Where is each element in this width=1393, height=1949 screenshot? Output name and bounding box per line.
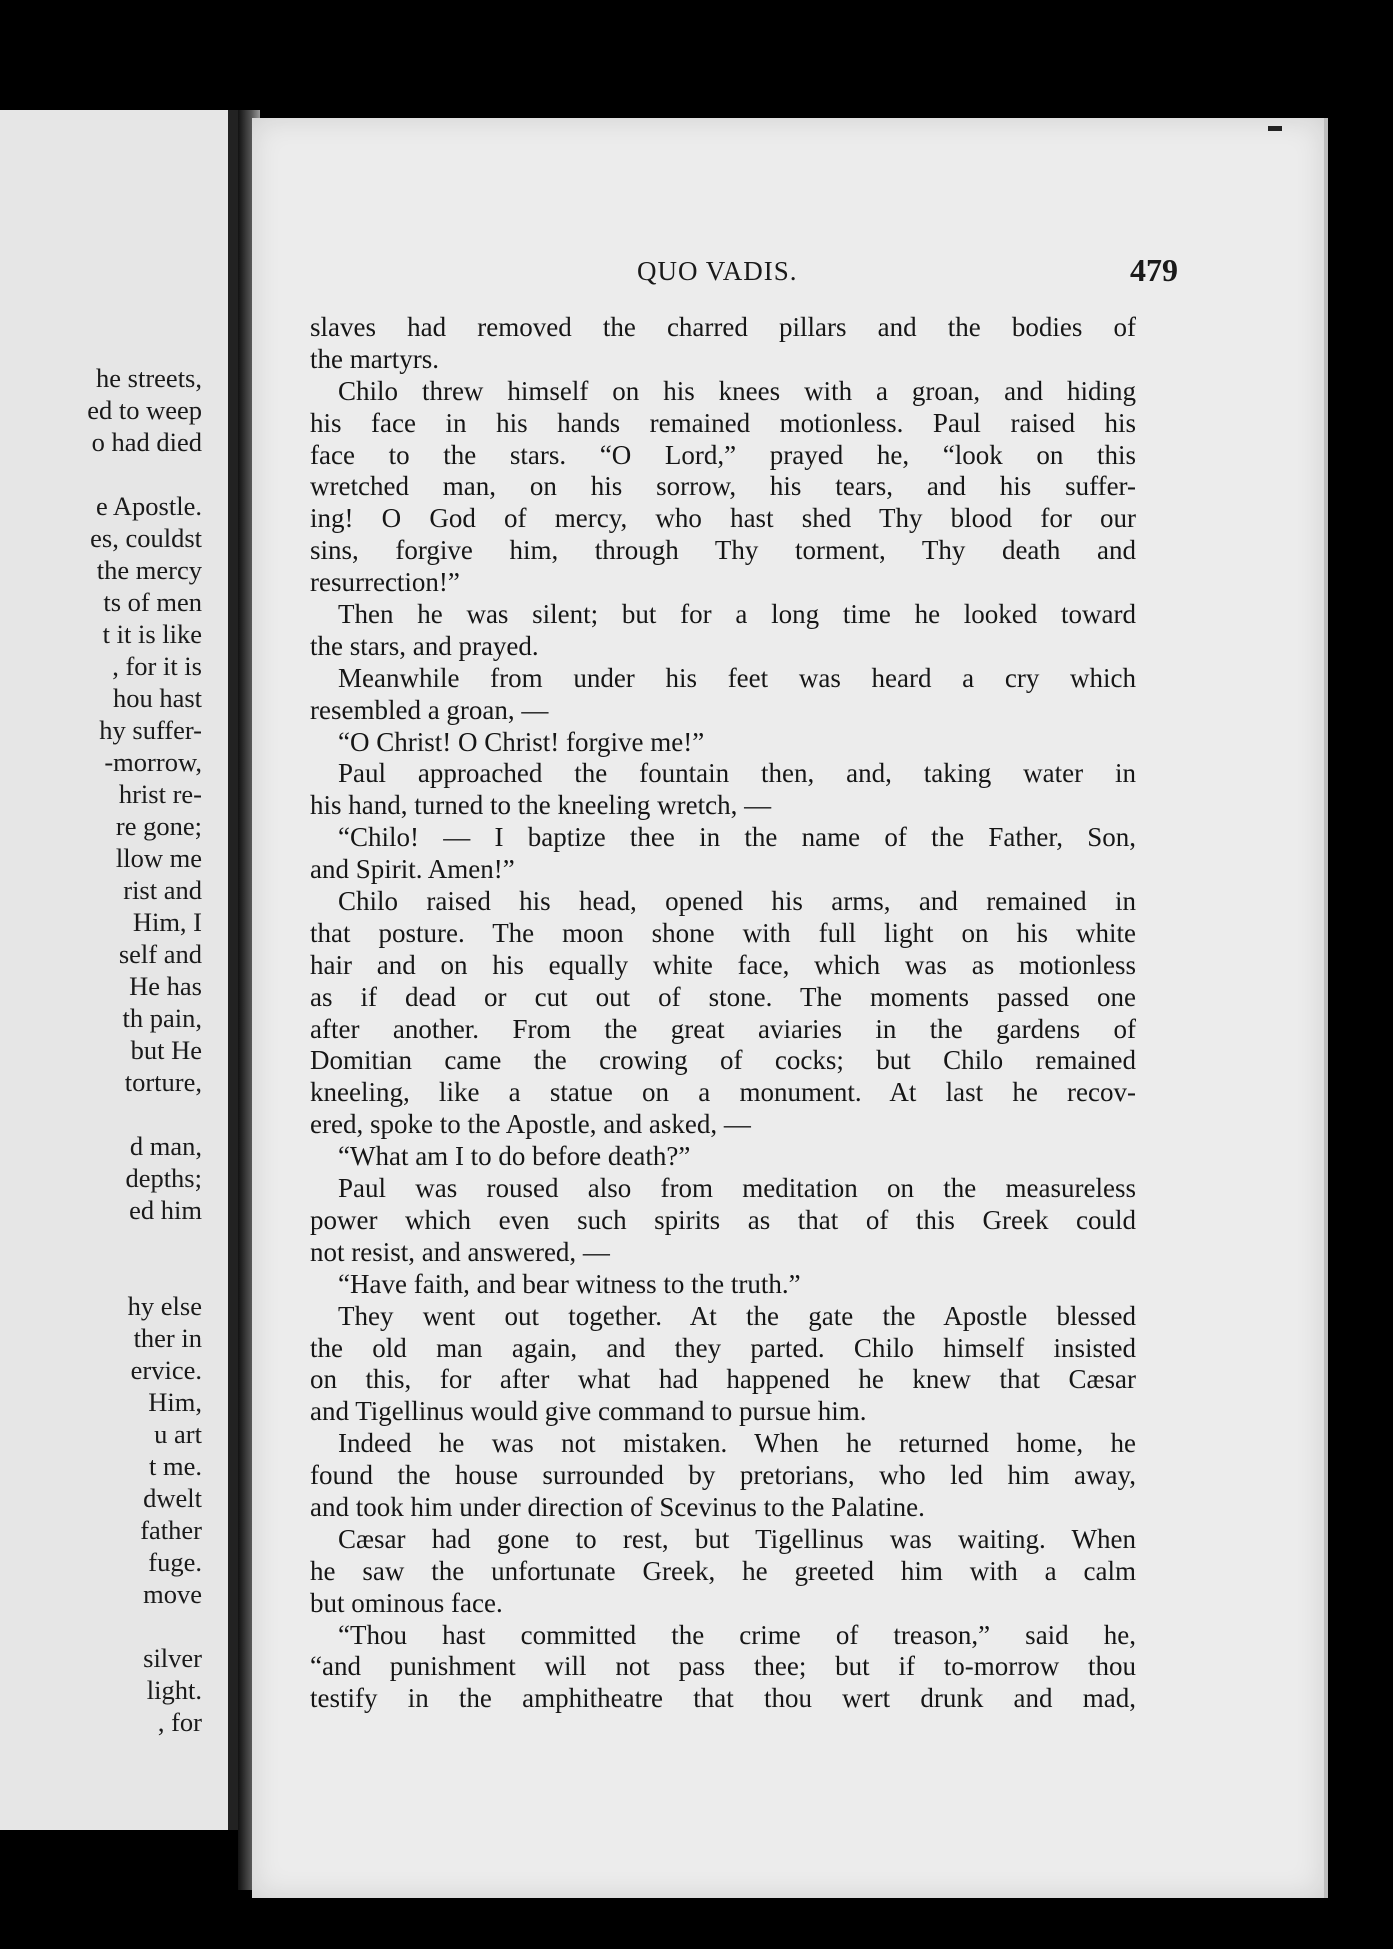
text-line: ing! O God of mercy, who hast shed Thy blood for our: [310, 503, 1136, 534]
text-line: Paul approached the fountain then, and, taking water in: [338, 758, 1136, 789]
left-fragment-line: but He: [130, 1035, 202, 1065]
left-fragment-line: ts of men: [103, 587, 202, 617]
text-line: that posture. The moon shone with full light on his white: [310, 917, 1136, 948]
left-fragment-line: [87, 1098, 202, 1130]
text-line: Meanwhile from under his feet was heard a cry which: [338, 662, 1136, 693]
left-fragment-line: rist and: [123, 875, 202, 905]
text-line: on this, for after what had happened he knew that Cæsar: [310, 1364, 1136, 1395]
left-fragment-line: the mercy: [96, 555, 202, 585]
left-fragment-line: dwelt: [143, 1483, 202, 1513]
left-fragment-line: t it is like: [102, 619, 202, 649]
text-line: the martyrs.: [310, 343, 439, 374]
left-fragment-line: u art: [154, 1419, 202, 1449]
text-line: and took him under direction of Scevinus to the Palatine.: [310, 1491, 925, 1522]
text-line: sins, forgive him, through Thy torment, Thy death and: [310, 535, 1136, 566]
page-number: 479: [1130, 252, 1178, 288]
text-line: wretched man, on his sorrow, his tears, and his suffer-: [310, 471, 1136, 502]
left-fragment-line: o had died: [91, 427, 202, 457]
text-line: ered, spoke to the Apostle, and asked, —: [310, 1109, 751, 1140]
left-fragment-line: hy suffer-: [99, 715, 202, 745]
text-line: the stars, and prayed.: [310, 630, 539, 661]
left-fragment-line: llow me: [115, 843, 202, 873]
left-fragment-line: He has: [129, 971, 202, 1001]
left-fragment-line: -morrow,: [104, 747, 202, 777]
left-fragment-line: hou hast: [112, 683, 202, 713]
left-fragment-line: he streets,: [96, 363, 202, 393]
text-line: Domitian came the crowing of cocks; but Chilo remained: [310, 1045, 1136, 1076]
text-line: not resist, and answered, —: [310, 1236, 610, 1267]
text-line: testify in the amphitheatre that thou wert drunk and mad,: [310, 1683, 1136, 1714]
left-fragment-line: [87, 458, 202, 490]
left-fragment-line: [87, 1610, 202, 1642]
left-fragment-line: ed to weep: [87, 395, 202, 425]
right-page: [252, 118, 1328, 1898]
left-fragment-line: fuge.: [148, 1547, 202, 1577]
text-line: “What am I to do before death?”: [338, 1141, 691, 1172]
text-line: Then he was silent; but for a long time he looked toward: [338, 599, 1136, 630]
left-fragment-line: re gone;: [115, 811, 202, 841]
left-fragment-line: [87, 1258, 202, 1290]
body-text: [310, 312, 1136, 1715]
left-fragment-line: ther in: [133, 1323, 202, 1353]
text-line: kneeling, like a statue on a monument. At last he recov-: [310, 1077, 1136, 1108]
text-line: after another. From the great aviaries in the gardens of: [310, 1013, 1136, 1044]
text-line: his face in his hands remained motionless. Paul raised his: [310, 407, 1136, 438]
text-line: Indeed he was not mistaken. When he returned home, he: [338, 1428, 1136, 1459]
left-fragment-line: th pain,: [122, 1003, 202, 1033]
left-facing-page: [0, 110, 238, 1830]
running-title: QUO VADIS.: [637, 256, 798, 286]
left-fragment-line: Him,: [148, 1387, 202, 1417]
left-fragment-line: self and: [118, 939, 202, 969]
left-fragment-line: ervice.: [130, 1355, 202, 1385]
text-line: They went out together. At the gate the Apostle blessed: [338, 1300, 1136, 1331]
text-line: as if dead or cut out of stone. The moments passed one: [310, 981, 1136, 1012]
text-line: Chilo raised his head, opened his arms, and remained in: [338, 886, 1136, 917]
left-fragment-line: depths;: [125, 1163, 202, 1193]
text-line: and Tigellinus would give command to pursue him.: [310, 1396, 867, 1427]
page-header: [252, 252, 1178, 296]
text-line: power which even such spirits as that of this Greek could: [310, 1204, 1136, 1235]
left-page-text-fragments: [87, 362, 202, 1738]
text-line: resurrection!”: [310, 567, 460, 598]
text-line: “Chilo! — I baptize thee in the name of the Father, Son,: [338, 822, 1136, 853]
left-fragment-line: , for it is: [112, 651, 202, 681]
text-line: “O Christ! O Christ! forgive me!”: [338, 726, 705, 757]
left-fragment-line: silver: [143, 1643, 202, 1673]
left-fragment-line: Him, I: [132, 907, 202, 937]
left-fragment-line: [87, 1226, 202, 1258]
text-line: his hand, turned to the kneeling wretch, —: [310, 790, 772, 821]
left-fragment-line: light.: [146, 1675, 202, 1705]
text-line: Cæsar had gone to rest, but Tigellinus was waiting. When: [338, 1523, 1136, 1554]
text-line: Paul was roused also from meditation on the measureless: [338, 1173, 1136, 1204]
text-line: found the house surrounded by pretorians, who led him away,: [310, 1460, 1136, 1491]
text-line: face to the stars. “O Lord,” prayed he, “look on this: [310, 439, 1136, 470]
text-line: “and punishment will not pass thee; but if to-morrow thou: [310, 1651, 1136, 1682]
text-line: “Thou hast committed the crime of treason,” said he,: [338, 1619, 1136, 1650]
left-fragment-line: father: [140, 1515, 202, 1545]
text-line: but ominous face.: [310, 1587, 503, 1618]
text-line: and Spirit. Amen!”: [310, 854, 515, 885]
text-line: slaves had removed the charred pillars and the bodies of: [310, 312, 1136, 342]
left-fragment-line: torture,: [124, 1067, 202, 1097]
left-fragment-line: es, couldst: [90, 523, 202, 553]
left-fragment-line: , for: [157, 1707, 202, 1737]
left-fragment-line: e Apostle.: [96, 491, 202, 521]
left-fragment-line: t me.: [149, 1451, 202, 1481]
text-line: resembled a groan, —: [310, 694, 549, 725]
text-line: Chilo threw himself on his knees with a groan, and hiding: [338, 375, 1136, 406]
left-fragment-line: hy else: [127, 1291, 202, 1321]
text-line: “Have faith, and bear witness to the truth.”: [338, 1268, 801, 1299]
text-line: hair and on his equally white face, which was as motionless: [310, 949, 1136, 980]
left-fragment-line: ed him: [129, 1195, 202, 1225]
text-line: he saw the unfortunate Greek, he greeted him with a calm: [310, 1555, 1136, 1586]
corner-mark: [1268, 126, 1282, 131]
left-fragment-line: d man,: [129, 1131, 202, 1161]
left-fragment-line: hrist re-: [118, 779, 202, 809]
text-line: the old man again, and they parted. Chilo himself insisted: [310, 1332, 1136, 1363]
left-fragment-line: move: [143, 1579, 202, 1609]
